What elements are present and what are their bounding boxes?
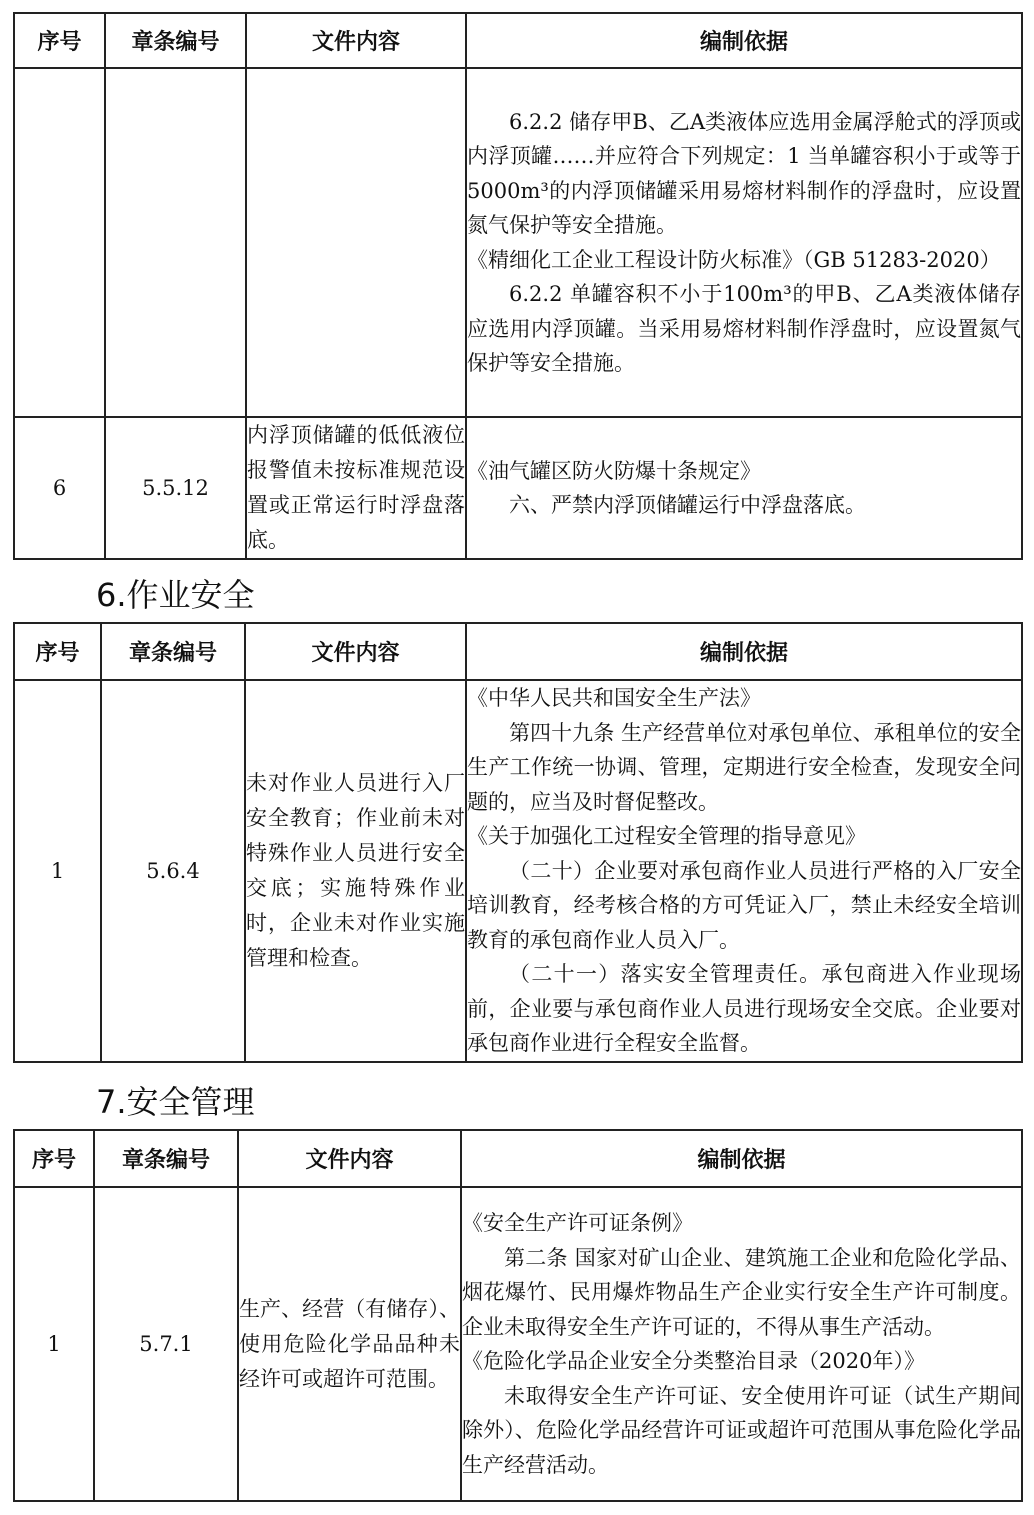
header-content: 文件内容 — [238, 1130, 461, 1187]
basis-paragraph: 《危险化学品企业安全分类整治目录（2020年）》 — [462, 1349, 925, 1373]
header-basis: 编制依据 — [466, 13, 1022, 68]
header-clause: 章条编号 — [94, 1130, 238, 1187]
row-index: 6 — [14, 417, 105, 559]
table-continuation — [13, 12, 1023, 560]
header-clause: 章条编号 — [101, 623, 245, 680]
table-row — [14, 1187, 1022, 1501]
row-index — [14, 68, 105, 417]
table-row — [14, 68, 1022, 417]
row-clause: 5.5.12 — [105, 417, 246, 559]
basis-paragraph: 6.2.2 储存甲B、乙A类液体应选用金属浮舱式的浮顶或内浮顶罐……并应符合下列规定：1 当单罐容积小于或等于5000m³的内浮顶储罐采用易熔材料制作的浮盘时，应设置氮气保护等安全措施。 — [467, 109, 1021, 237]
row-basis — [466, 417, 1022, 559]
header-clause: 章条编号 — [105, 13, 246, 68]
header-basis: 编制依据 — [466, 623, 1022, 680]
row-index: 1 — [14, 680, 101, 1062]
header-content: 文件内容 — [245, 623, 466, 680]
row-content — [246, 68, 466, 417]
basis-paragraph: 6.2.2 单罐容积不小于100m³的甲B、乙A类液体储存应选用内浮顶罐。当采用易熔材料制作浮盘时，应设置氮气保护等安全措施。 — [467, 282, 1021, 375]
row-content: 生产、经营（有储存）、使用危险化学品品种未经许可或超许可范围。 — [238, 1187, 461, 1501]
header-index: 序号 — [14, 13, 105, 68]
row-basis — [466, 680, 1022, 1062]
header-basis: 编制依据 — [461, 1130, 1022, 1187]
row-content: 内浮顶储罐的低低液位报警值未按标准规范设置或正常运行时浮盘落底。 — [246, 417, 466, 559]
row-clause — [105, 68, 246, 417]
row-index: 1 — [14, 1187, 94, 1501]
row-basis — [461, 1187, 1022, 1501]
table-row — [14, 680, 1022, 1062]
header-content: 文件内容 — [246, 13, 466, 68]
table-work-safety — [13, 622, 1023, 1063]
basis-paragraph: （二十）企业要对承包商作业人员进行严格的入厂安全培训教育，经考核合格的方可凭证入厂，禁止未经安全培训教育的承包商作业人员入厂。 — [467, 858, 1021, 952]
basis-paragraph: 第二条 国家对矿山企业、建筑施工企业和危险化学品、烟花爆竹、民用爆炸物品生产企业实行安全生产许可制度。企业未取得安全生产许可证的，不得从事生产活动。 — [462, 1245, 1021, 1339]
row-basis — [466, 68, 1022, 417]
basis-paragraph: 《精细化工企业工程设计防火标准》（GB 51283-2020） — [467, 247, 1001, 272]
table-header-row — [14, 1130, 1022, 1187]
section-title-safety-management: 7.安全管理 — [96, 1083, 255, 1121]
basis-paragraph: 六、严禁内浮顶储罐运行中浮盘落底。 — [509, 493, 866, 517]
basis-paragraph: 《安全生产许可证条例》 — [462, 1211, 693, 1235]
row-clause: 5.6.4 — [101, 680, 245, 1062]
header-index: 序号 — [14, 1130, 94, 1187]
basis-paragraph: 《关于加强化工过程安全管理的指导意见》 — [467, 824, 866, 849]
basis-paragraph: 《油气罐区防火防爆十条规定》 — [467, 458, 761, 483]
table-header-row — [14, 13, 1022, 68]
row-content: 未对作业人员进行入厂安全教育；作业前未对特殊作业人员进行安全交底；实施特殊作业时，企业未对作业实施管理和检查。 — [245, 680, 466, 1062]
basis-paragraph: 未取得安全生产许可证、安全使用许可证（试生产期间除外）、危险化学品经营许可证或超许可范围从事危险化学品生产经营活动。 — [462, 1383, 1021, 1477]
row-clause: 5.7.1 — [94, 1187, 238, 1501]
basis-paragraph: 第四十九条 生产经营单位对承包单位、承租单位的安全生产工作统一协调、管理，定期进行安全检查，发现安全问题的，应当及时督促整改。 — [467, 720, 1021, 814]
table-row — [14, 417, 1022, 559]
header-index: 序号 — [14, 623, 101, 680]
table-header-row — [14, 623, 1022, 680]
basis-paragraph: 《中华人民共和国安全生产法》 — [467, 686, 761, 711]
basis-paragraph: （二十一）落实安全管理责任。承包商进入作业现场前，企业要与承包商作业人员进行现场安全交底。企业要对承包商作业进行全程安全监督。 — [467, 962, 1021, 1056]
table-safety-management — [13, 1129, 1023, 1502]
section-title-work-safety: 6.作业安全 — [96, 576, 255, 614]
